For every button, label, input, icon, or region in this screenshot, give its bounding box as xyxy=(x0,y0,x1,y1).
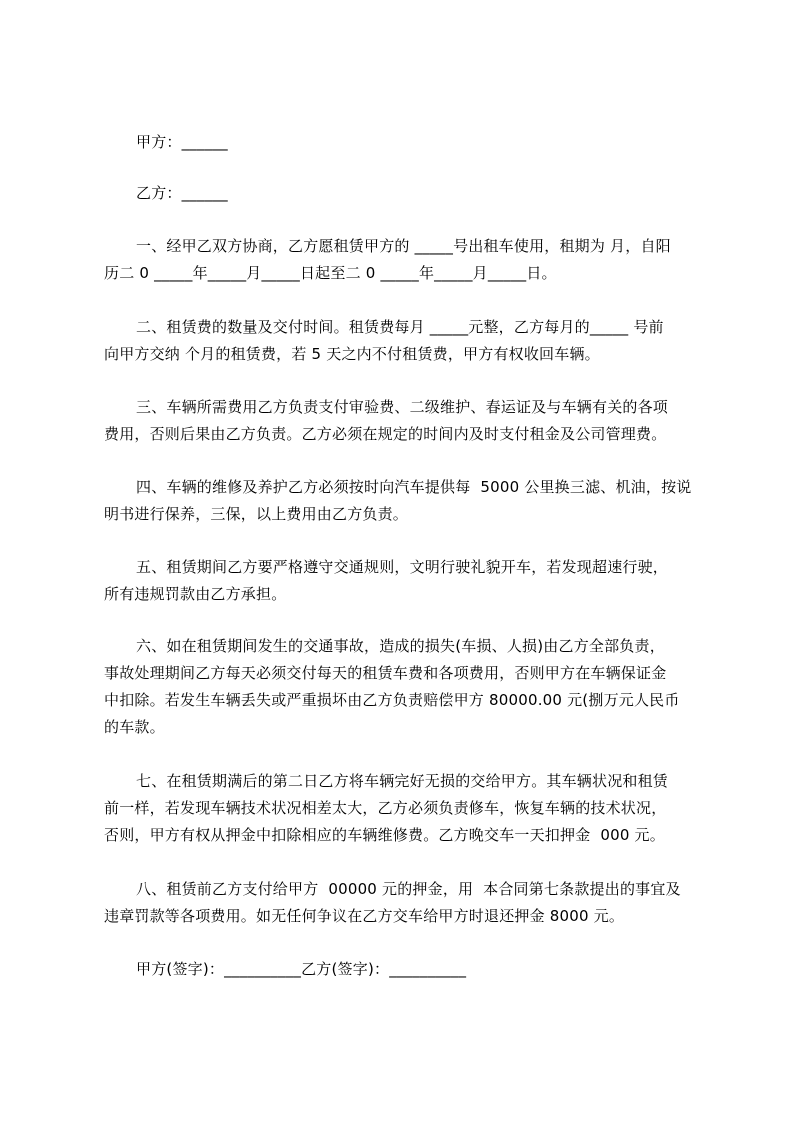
clause-1-line-2: 历二 0 _____年_____月_____日起至二 0 _____年_____月_____日。 xyxy=(104,264,557,282)
clause-2-line-1: 二、租赁费的数量及交付时间。租赁费每月 _____元整，乙方每月的_____ 号前 xyxy=(136,318,664,336)
party-b-line: 乙方：______ xyxy=(136,184,228,202)
clause-1-line-1: 一、经甲乙双方协商，乙方愿租赁甲方的 _____号出租车使用，租期为 月，自阳 xyxy=(136,237,671,255)
clause-8-line-2: 违章罚款等各项费用。如无任何争议在乙方交车给甲方时退还押金 8000 元。 xyxy=(104,907,625,925)
clause-6-line-2: 事故处理期间乙方每天必须交付每天的租赁车费和各项费用，否则甲方在车辆保证金 xyxy=(104,664,667,682)
clause-7-line-2: 前一样，若发现车辆技术状况相差太大，乙方必须负责修车，恢复车辆的技术状况， xyxy=(104,799,667,817)
clause-7-line-1: 七、在租赁期满后的第二日乙方将车辆完好无损的交给甲方。其车辆状况和租赁 xyxy=(136,772,669,790)
clause-5-line-2: 所有违规罚款由乙方承担。 xyxy=(104,585,287,603)
signature-line: 甲方(签字)：__________乙方(签字)：__________ xyxy=(136,960,467,978)
clause-3-line-2: 费用，否则后果由乙方负责。乙方必须在规定的时间内及时支付租金及公司管理费。 xyxy=(104,425,667,443)
clause-6-line-4: 的车款。 xyxy=(104,718,165,736)
clause-6-line-1: 六、如在租赁期间发生的交通事故，造成的损失(车损、人损)由乙方全部负责， xyxy=(136,637,665,655)
clause-4-line-1: 四、车辆的维修及养护乙方必须按时向汽车提供每 5000 公里换三滤、机油，按说 xyxy=(136,478,692,496)
clause-8-line-1: 八、租赁前乙方支付给甲方 00000 元的押金，用 本合同第七条款提出的事宜及 xyxy=(136,880,681,898)
party-a-line: 甲方：______ xyxy=(136,133,228,151)
clause-3-line-1: 三、车辆所需费用乙方负责支付审验费、二级维护、春运证及与车辆有关的各项 xyxy=(136,398,669,416)
clause-7-line-3: 否则，甲方有权从押金中扣除相应的车辆维修费。乙方晚交车一天扣押金 000 元。 xyxy=(104,826,665,844)
clause-5-line-1: 五、租赁期间乙方要严格遵守交通规则，文明行驶礼貌开车，若发现超速行驶， xyxy=(136,558,669,576)
clause-4-line-2: 明书进行保养，三保，以上费用由乙方负责。 xyxy=(104,505,409,523)
clause-6-line-3: 中扣除。若发生车辆丢失或严重损坏由乙方负责赔偿甲方 80000.00 元(捌万元人民币 xyxy=(104,691,680,709)
clause-2-line-2: 向甲方交纳 个月的租赁费，若 5 天之内不付租赁费，甲方有权收回车辆。 xyxy=(104,345,600,363)
